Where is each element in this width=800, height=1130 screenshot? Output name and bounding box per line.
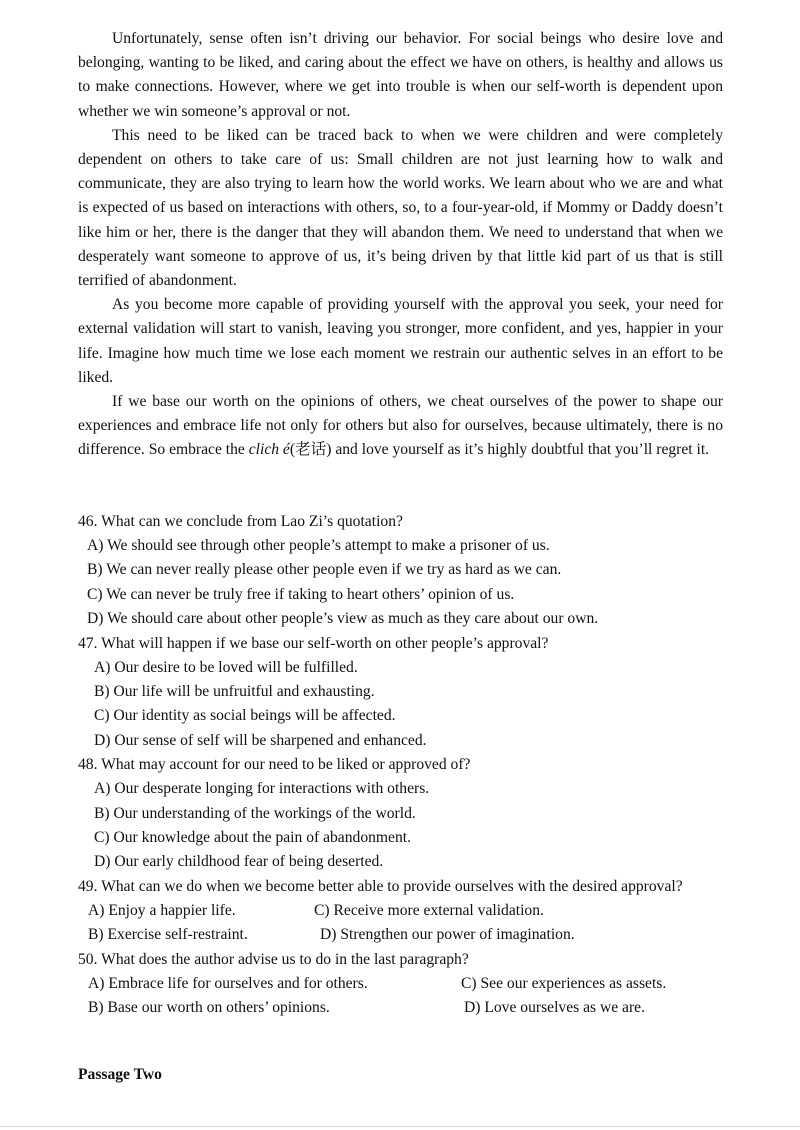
- paragraph-1: Unfortunately, sense often isn’t driving our behavior. For social beings who desire love and belonging, wanting to be liked, and caring about the effect we have on others, is healthy and allows us to make connections. However, where we get into trouble is when our self-worth is dependent upon whether we win someone’s approval or not.: [78, 30, 723, 120]
- question-49: [78, 875, 723, 948]
- option-c[interactable]: C) Our knowledge about the pain of abandonment.: [94, 829, 411, 847]
- question-stem: 48. What may account for our need to be liked or approved of?: [78, 756, 471, 774]
- option-b[interactable]: B) Base our worth on others’ opinions.: [88, 999, 330, 1017]
- option-d[interactable]: D) We should care about other people’s view as much as they care about our own.: [87, 610, 599, 628]
- option-b[interactable]: B) We can never really please other people even if we try as hard as we can.: [87, 561, 562, 579]
- option-row-2: [78, 996, 723, 1020]
- paragraph-4: [78, 390, 723, 463]
- question-48: [78, 753, 723, 875]
- cliche-gloss: (老话): [289, 441, 332, 459]
- option-d[interactable]: D) Strengthen our power of imagination.: [320, 926, 575, 944]
- option-a[interactable]: A) Our desperate longing for interactions with others.: [94, 780, 430, 798]
- question-46: [78, 510, 723, 632]
- option-row-1: [78, 899, 723, 923]
- option-c[interactable]: C) See our experiences as assets.: [461, 974, 667, 992]
- option-a[interactable]: A) We should see through other people’s attempt to make a prisoner of us.: [87, 537, 550, 554]
- option-a[interactable]: A) Our desire to be loved will be fulfilled.: [94, 658, 358, 676]
- paragraph-4-text-after: and love yourself as it’s highly doubtful that you’ll regret it.: [331, 441, 710, 459]
- question-stem: 46. What can we conclude from Lao Zi’s quotation?: [78, 513, 403, 530]
- option-b[interactable]: B) Our life will be unfruitful and exhausting.: [94, 683, 375, 701]
- option-b[interactable]: B) Our understanding of the workings of the world.: [94, 804, 416, 822]
- page-bottom-divider: [0, 1126, 800, 1127]
- option-a[interactable]: A) Enjoy a happier life.: [88, 901, 236, 919]
- question-47: [78, 632, 723, 754]
- option-b[interactable]: B) Exercise self-restraint.: [88, 926, 248, 944]
- option-d[interactable]: D) Our early childhood fear of being deserted.: [94, 853, 384, 871]
- question-stem: 47. What will happen if we base our self-worth on other people’s approval?: [78, 634, 549, 652]
- question-stem: 49. What can we do when we become better able to provide ourselves with the desired approval?: [78, 877, 683, 895]
- question-50: [78, 948, 723, 1021]
- paragraph-4-text-before: If we base our worth on the opinions of others, we cheat ourselves of the power to shape our experiences and embrace life not only for others but also for ourselves, because ultimately, there is no difference. So embrace the: [78, 393, 723, 459]
- reading-passage: [78, 27, 723, 463]
- option-d[interactable]: D) Love ourselves as we are.: [464, 999, 645, 1017]
- option-d[interactable]: D) Our sense of self will be sharpened and enhanced.: [94, 731, 427, 749]
- section-heading: Passage Two: [78, 1066, 162, 1083]
- option-row-1: [78, 972, 723, 996]
- cliche-term: clich é: [248, 441, 290, 459]
- option-c[interactable]: C) Receive more external validation.: [314, 901, 544, 919]
- paragraph-2: This need to be liked can be traced back to when we were children and were completely dependent on others to take care of us: Small children are not just learning how to walk and communicate, they are also trying to learn how the world works. We learn about who we are and what is expected of us based on interactions with others, so, to a four-year-old, if Mommy or Daddy doesn’t like him or her, there is the danger that they will abandon them. We need to understand that when we desperately want someone to approve of us, it’s being driven by that little kid part of us that is still terrified of abandonment.: [78, 126, 723, 290]
- option-a[interactable]: A) Embrace life for ourselves and for others.: [88, 974, 368, 992]
- option-c[interactable]: C) We can never be truly free if taking to heart others’ opinion of us.: [87, 585, 515, 603]
- option-row-2: [78, 923, 723, 947]
- option-c[interactable]: C) Our identity as social beings will be affected.: [94, 707, 396, 725]
- question-list: [78, 510, 723, 1021]
- paragraph-3: As you become more capable of providing yourself with the approval you seek, your need for external validation will start to vanish, leaving you stronger, more confident, and yes, happier in your life. Imagine how much time we lose each moment we restrain our authentic selves in an effort to be liked.: [78, 296, 723, 386]
- question-stem: 50. What does the author advise us to do in the last paragraph?: [78, 950, 469, 968]
